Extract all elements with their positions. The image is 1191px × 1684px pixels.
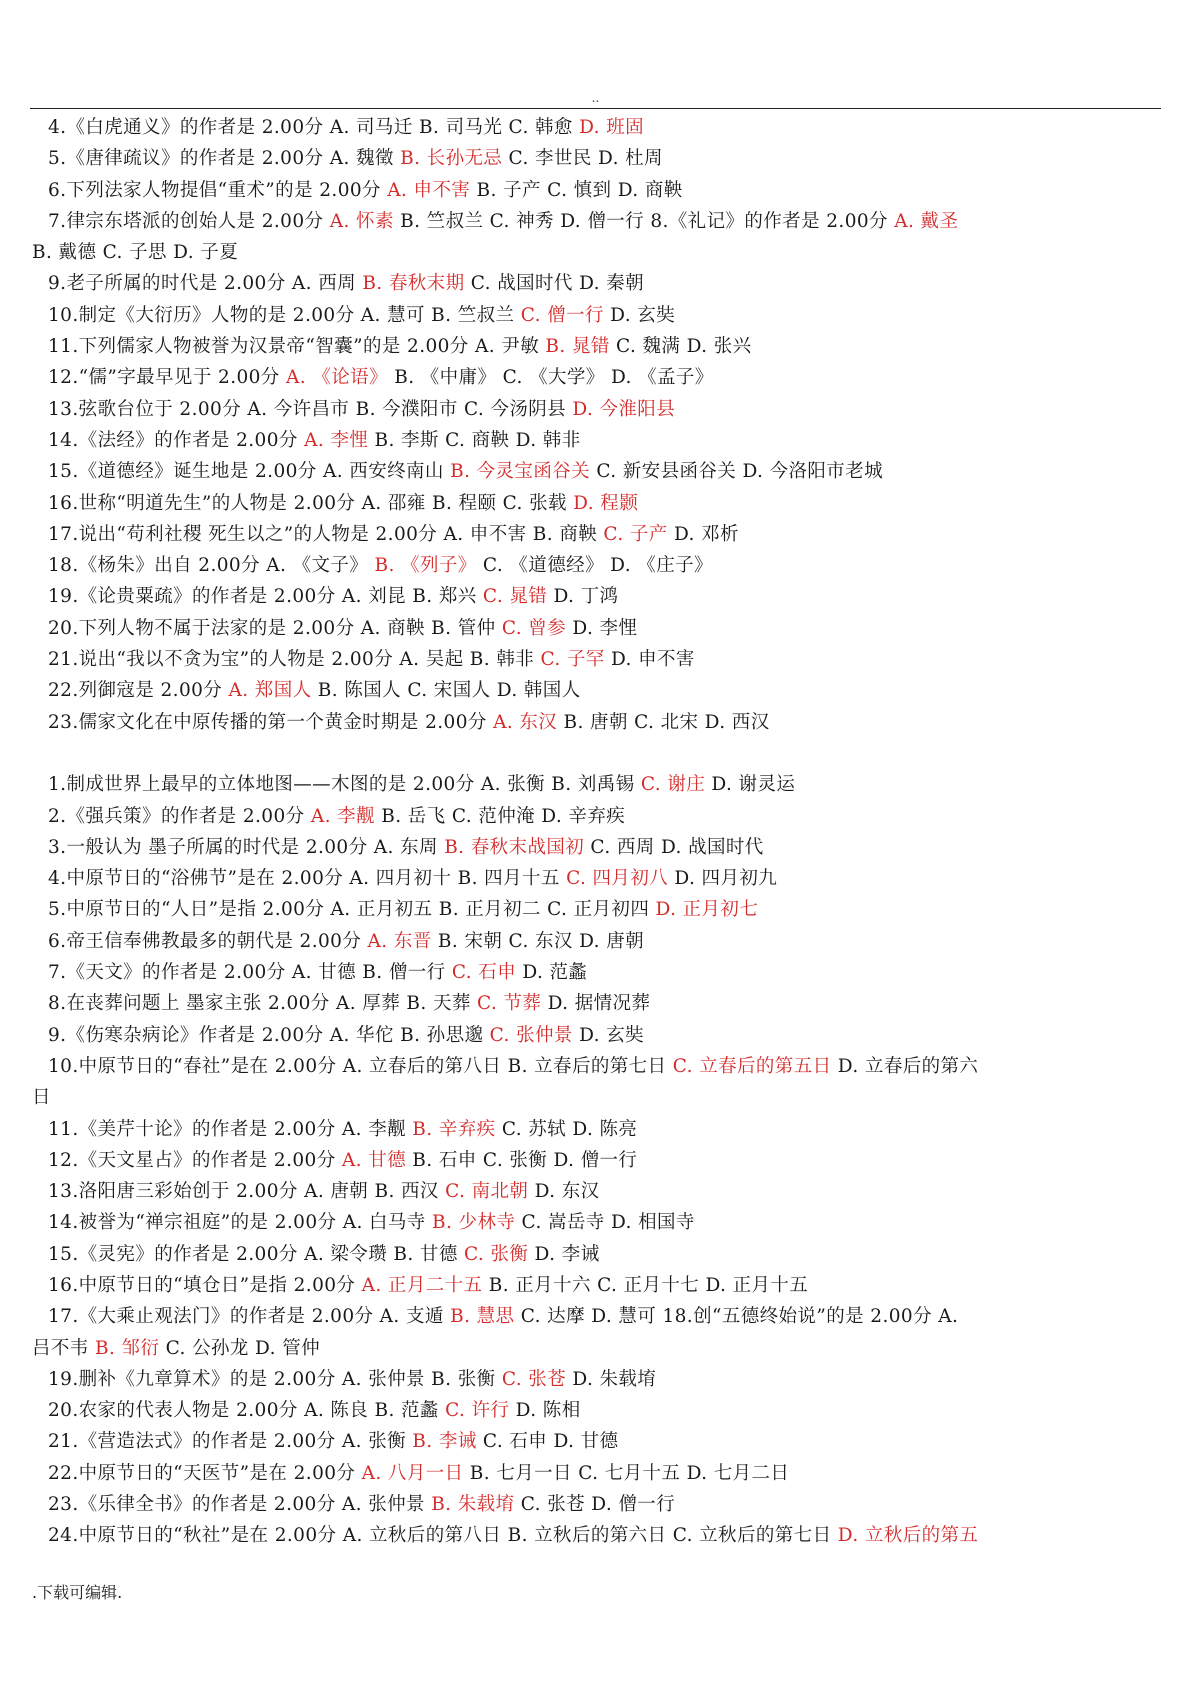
- option-text: D. 朱载堉: [566, 1368, 657, 1390]
- question-text: 2.《强兵策》的作者是 2.00分: [48, 805, 311, 827]
- question-text: 18.《杨朱》出自 2.00分 A. 《文子》: [48, 555, 375, 577]
- option-text: B. 李斯 C. 商鞅 D. 韩非: [368, 429, 581, 451]
- question-line: [32, 1239, 1162, 1270]
- answer-highlight: B. 慧思: [450, 1306, 515, 1328]
- section-spacer: [32, 738, 1162, 769]
- option-text: B. 石申 C. 张衡 D. 僧一行: [406, 1149, 638, 1171]
- answer-highlight: C. 曾参: [501, 617, 567, 639]
- option-text: C. 公孙龙 D. 管仲: [159, 1337, 320, 1359]
- option-text: D. 陈相: [509, 1400, 581, 1422]
- answer-highlight: C. 僧一行: [520, 304, 604, 326]
- question-text: 5.中原节日的“人日”是指 2.00分 A. 正月初五 B. 正月初二 C. 正月初四: [48, 899, 656, 921]
- option-text: B. 岳飞 C. 范仲淹 D. 辛弃疾: [374, 805, 626, 827]
- question-line: [32, 1395, 1162, 1426]
- question-text: 14.《法经》的作者是 2.00分: [48, 429, 305, 451]
- question-text: 12.《天文星占》的作者是 2.00分: [48, 1149, 342, 1171]
- question-line: [32, 926, 1162, 957]
- answer-highlight: B. 今灵宝函谷关: [450, 461, 591, 483]
- answer-highlight: B. 少林寺: [432, 1212, 516, 1234]
- option-text: B. 唐朝 C. 北宋 D. 西汉: [557, 711, 770, 733]
- question-text: 10.中原节日的“春社”是在 2.00分 A. 立春后的第八日 B. 立春后的第七日: [48, 1055, 673, 1077]
- question-text: 7.律宗东塔派的创始人是 2.00分: [48, 210, 330, 232]
- question-section-1: [32, 112, 1162, 738]
- question-text: 15.《道德经》诞生地是 2.00分 A. 西安终南山: [48, 461, 451, 483]
- answer-highlight: B. 春秋末期: [362, 273, 465, 295]
- question-line: [32, 1176, 1162, 1207]
- option-text: D. 李诫: [528, 1243, 600, 1265]
- question-line: [32, 206, 1162, 237]
- answer-highlight: C. 子产: [603, 523, 668, 545]
- question-line: [32, 1145, 1162, 1176]
- answer-highlight: C. 子罕: [540, 649, 605, 671]
- document-body: [32, 112, 1162, 1552]
- answer-highlight: C. 石申: [451, 962, 517, 984]
- option-text: D. 玄奘: [572, 1024, 645, 1046]
- question-text: 21.《营造法式》的作者是 2.00分 A. 张衡: [48, 1431, 413, 1453]
- question-text: 17.《大乘止观法门》的作者是 2.00分 A. 支遁: [48, 1306, 451, 1328]
- question-line: [32, 613, 1162, 644]
- option-text: D. 谢灵运: [705, 774, 796, 796]
- question-line: [32, 707, 1162, 738]
- answer-highlight: D. 班固: [579, 117, 645, 138]
- option-text: D. 丁鸿: [547, 586, 619, 608]
- answer-highlight: D. 今淮阳县: [572, 398, 676, 420]
- question-text: 19.《论贵粟疏》的作者是 2.00分 A. 刘昆 B. 郑兴: [48, 586, 483, 608]
- option-text: C. 苏轼 D. 陈亮: [495, 1118, 638, 1140]
- answer-highlight: A. 申不害: [387, 179, 471, 201]
- option-text: D. 邓析: [667, 523, 739, 545]
- option-text: D. 李悝: [566, 617, 638, 639]
- answer-highlight: A. 正月二十五: [361, 1274, 483, 1296]
- option-text: B. 七月一日 C. 七月十五 D. 七月二日: [463, 1462, 790, 1484]
- answer-highlight: C. 张仲景: [489, 1024, 573, 1046]
- answer-highlight: A. 戴圣: [894, 210, 959, 232]
- option-text: B. 宋朝 C. 东汉 D. 唐朝: [431, 930, 645, 952]
- question-text: 9.老子所属的时代是 2.00分 A. 西周: [48, 273, 363, 295]
- option-text: D. 东汉: [528, 1181, 600, 1203]
- option-text: C. 嵩岳寺 D. 相国寺: [515, 1212, 695, 1234]
- question-line: [32, 1426, 1162, 1457]
- question-text: 14.被誉为“禅宗祖庭”的是 2.00分 A. 白马寺: [48, 1212, 432, 1234]
- question-line: [32, 1082, 1162, 1113]
- question-line: [32, 268, 1162, 299]
- question-text: 17.说出“苟利社稷 死生以之”的人物是 2.00分 A. 申不害 B. 商鞅: [48, 523, 604, 545]
- option-text: D. 立春后的第六: [831, 1055, 979, 1077]
- option-text: B. 正月十六 C. 正月十七 D. 正月十五: [482, 1274, 809, 1296]
- question-text: 23.儒家文化在中原传播的第一个黄金时期是 2.00分: [48, 711, 494, 733]
- question-line: [32, 1051, 1162, 1082]
- question-line: [32, 1364, 1162, 1395]
- question-text: 12.“儒”字最早见于 2.00分: [48, 367, 286, 389]
- answer-highlight: B. 辛弃疾: [412, 1118, 496, 1140]
- answer-highlight: A. 怀素: [329, 210, 394, 232]
- question-line: [32, 394, 1162, 425]
- option-text: C. 战国时代 D. 秦朝: [464, 273, 645, 295]
- question-text: 19.删补《九章算术》的是 2.00分 A. 张仲景 B. 张衡: [48, 1368, 502, 1390]
- question-line: [32, 1301, 1162, 1332]
- question-text: 4.中原节日的“浴佛节”是在 2.00分 A. 四月初十 B. 四月十五: [48, 868, 567, 890]
- question-text: 21.说出“我以不贪为宝”的人物是 2.00分 A. 吴起 B. 韩非: [48, 649, 541, 671]
- question-text: 16.世称“明道先生”的人物是 2.00分 A. 邵雍 B. 程颐 C. 张载: [48, 492, 574, 514]
- header-rule: [30, 108, 1161, 109]
- option-text: C. 张苍 D. 僧一行: [514, 1494, 676, 1516]
- answer-highlight: C. 南北朝: [445, 1181, 529, 1203]
- question-text: 13.弦歌台位于 2.00分 A. 今许昌市 B. 今濮阳市 C. 今汤阴县: [48, 398, 573, 420]
- question-line: [32, 519, 1162, 550]
- question-line: [32, 644, 1162, 675]
- question-line: [32, 456, 1162, 487]
- option-text: C. 《道德经》 D. 《庄子》: [476, 555, 713, 577]
- question-text: 5.《唐律疏议》的作者是 2.00分 A. 魏徵: [48, 148, 401, 170]
- option-text: D. 玄奘: [603, 304, 676, 326]
- answer-highlight: C. 张衡: [464, 1243, 529, 1265]
- question-line: [32, 832, 1162, 863]
- answer-highlight: C. 晁错: [482, 586, 548, 608]
- question-text: 20.下列人物不属于法家的是 2.00分 A. 商鞅 B. 管仲: [48, 617, 502, 639]
- question-line: [32, 1020, 1162, 1051]
- question-text: 日: [32, 1087, 51, 1109]
- answer-highlight: B. 长孙无忌: [400, 148, 503, 170]
- option-text: C. 新安县函谷关 D. 今洛阳市老城: [590, 461, 884, 483]
- question-line: [32, 331, 1162, 362]
- question-line: [32, 957, 1162, 988]
- question-text: 4.《白虎通义》的作者是 2.00分 A. 司马迁 B. 司马光 C. 韩愈: [48, 117, 580, 138]
- answer-highlight: C. 节葬: [477, 993, 542, 1015]
- answer-highlight: B. 朱载堉: [431, 1494, 515, 1516]
- answer-highlight: B. 李诫: [412, 1431, 477, 1453]
- answer-highlight: A. 甘德: [341, 1149, 406, 1171]
- question-line: [32, 425, 1162, 456]
- option-text: B. 《中庸》 C. 《大学》 D. 《孟子》: [387, 367, 714, 389]
- answer-highlight: C. 谢庄: [640, 774, 706, 796]
- question-line: [32, 1270, 1162, 1301]
- question-text: 6.下列法家人物提倡“重术”的是 2.00分: [48, 179, 388, 201]
- question-text: 15.《灵宪》的作者是 2.00分 A. 梁令瓒 B. 甘德: [48, 1243, 465, 1265]
- option-text: D. 范蠡: [516, 962, 588, 984]
- question-line: [32, 143, 1162, 174]
- question-text: 10.制定《大衍历》人物的是 2.00分 A. 慧可 B. 竺叔兰: [48, 304, 521, 326]
- option-text: B. 竺叔兰 C. 神秀 D. 僧一行 8.《礼记》的作者是 2.00分: [393, 210, 895, 232]
- header-mark: ..: [591, 91, 600, 105]
- answer-highlight: D. 立秋后的第五: [837, 1525, 979, 1547]
- footer-note: .下载可编辑.: [32, 1583, 123, 1602]
- option-text: B. 陈国人 C. 宋国人 D. 韩国人: [311, 680, 581, 702]
- option-text: C. 魏满 D. 张兴: [609, 336, 752, 358]
- question-line: [32, 362, 1162, 393]
- question-text: 7.《天文》的作者是 2.00分 A. 甘德 B. 僧一行: [48, 962, 452, 984]
- question-text: 1.制成世界上最早的立体地图——木图的是 2.00分 A. 张衡 B. 刘禹锡: [48, 774, 641, 796]
- question-text: 20.农家的代表人物是 2.00分 A. 陈良 B. 范蠡: [48, 1400, 446, 1422]
- question-line: [32, 1333, 1162, 1364]
- question-line: [32, 488, 1162, 519]
- question-line: [32, 1114, 1162, 1145]
- question-line: [32, 769, 1162, 800]
- option-text: C. 李世民 D. 杜周: [502, 148, 663, 170]
- question-line: [32, 1489, 1162, 1520]
- question-text: 8.在丧葬问题上 墨家主张 2.00分 A. 厚葬 B. 天葬: [48, 993, 478, 1015]
- question-text: 9.《伤寒杂病论》作者是 2.00分 A. 华佗 B. 孙思邈: [48, 1024, 490, 1046]
- option-text: D. 申不害: [604, 649, 695, 671]
- question-text: 11.《美芹十论》的作者是 2.00分 A. 李觏: [48, 1118, 413, 1140]
- answer-highlight: B. 春秋末战国初: [444, 836, 585, 858]
- option-text: B. 子产 C. 慎到 D. 商鞅: [470, 179, 683, 201]
- option-text: C. 达摩 D. 慧可 18.创“五德终始说”的是 2.00分 A.: [514, 1306, 959, 1328]
- question-line: [32, 988, 1162, 1019]
- answer-highlight: A. 八月一日: [361, 1462, 464, 1484]
- question-section-2: [32, 769, 1162, 1551]
- answer-highlight: A. 郑国人: [228, 680, 312, 702]
- answer-highlight: C. 四月初八: [566, 868, 669, 890]
- question-text: 13.洛阳唐三彩始创于 2.00分 A. 唐朝 B. 西汉: [48, 1181, 446, 1203]
- answer-highlight: A. 《论语》: [286, 367, 388, 389]
- question-text: 6.帝王信奉佛教最多的朝代是 2.00分: [48, 930, 368, 952]
- answer-highlight: D. 正月初七: [655, 899, 759, 921]
- question-text: 22.中原节日的“天医节”是在 2.00分: [48, 1462, 362, 1484]
- answer-highlight: B. 《列子》: [374, 555, 477, 577]
- option-text: D. 四月初九: [668, 868, 778, 890]
- question-text: 16.中原节日的“填仓日”是指 2.00分: [48, 1274, 362, 1296]
- option-text: C. 西周 D. 战国时代: [584, 836, 764, 858]
- question-text: B. 戴德 C. 子思 D. 子夏: [32, 242, 239, 264]
- question-text: 23.《乐律全书》的作者是 2.00分 A. 张仲景: [48, 1494, 432, 1516]
- question-line: [32, 801, 1162, 832]
- question-line: [32, 581, 1162, 612]
- question-line: [32, 300, 1162, 331]
- question-line: [32, 175, 1162, 206]
- question-text: 3.一般认为 墨子所属的时代是 2.00分 A. 东周: [48, 836, 445, 858]
- question-text: 吕不韦: [32, 1337, 95, 1359]
- answer-highlight: A. 李觏: [310, 805, 375, 827]
- question-line: [32, 894, 1162, 925]
- answer-highlight: D. 程颢: [573, 492, 639, 514]
- answer-highlight: A. 东汉: [493, 711, 558, 733]
- question-line: [32, 550, 1162, 581]
- question-text: 22.列御寇是 2.00分: [48, 680, 229, 702]
- question-line: [32, 675, 1162, 706]
- answer-highlight: A. 李悝: [304, 429, 369, 451]
- answer-highlight: B. 邹衍: [94, 1337, 160, 1359]
- question-line: [32, 863, 1162, 894]
- answer-highlight: B. 晁错: [545, 336, 610, 358]
- question-line: [32, 1207, 1162, 1238]
- option-text: C. 石申 D. 甘德: [476, 1431, 619, 1453]
- question-line: [32, 112, 1162, 143]
- question-line: [32, 237, 1162, 268]
- question-line: [32, 1520, 1162, 1551]
- question-text: 11.下列儒家人物被誉为汉景帝“智囊”的是 2.00分 A. 尹敏: [48, 336, 546, 358]
- answer-highlight: C. 张苍: [501, 1368, 567, 1390]
- answer-highlight: C. 许行: [445, 1400, 510, 1422]
- question-text: 24.中原节日的“秋社”是在 2.00分 A. 立秋后的第八日 B. 立秋后的第六日 C. 立秋后的第七日: [48, 1525, 838, 1547]
- option-text: D. 据情况葬: [541, 993, 651, 1015]
- question-line: [32, 1458, 1162, 1489]
- answer-highlight: C. 立春后的第五日: [672, 1055, 832, 1077]
- answer-highlight: A. 东晋: [367, 930, 432, 952]
